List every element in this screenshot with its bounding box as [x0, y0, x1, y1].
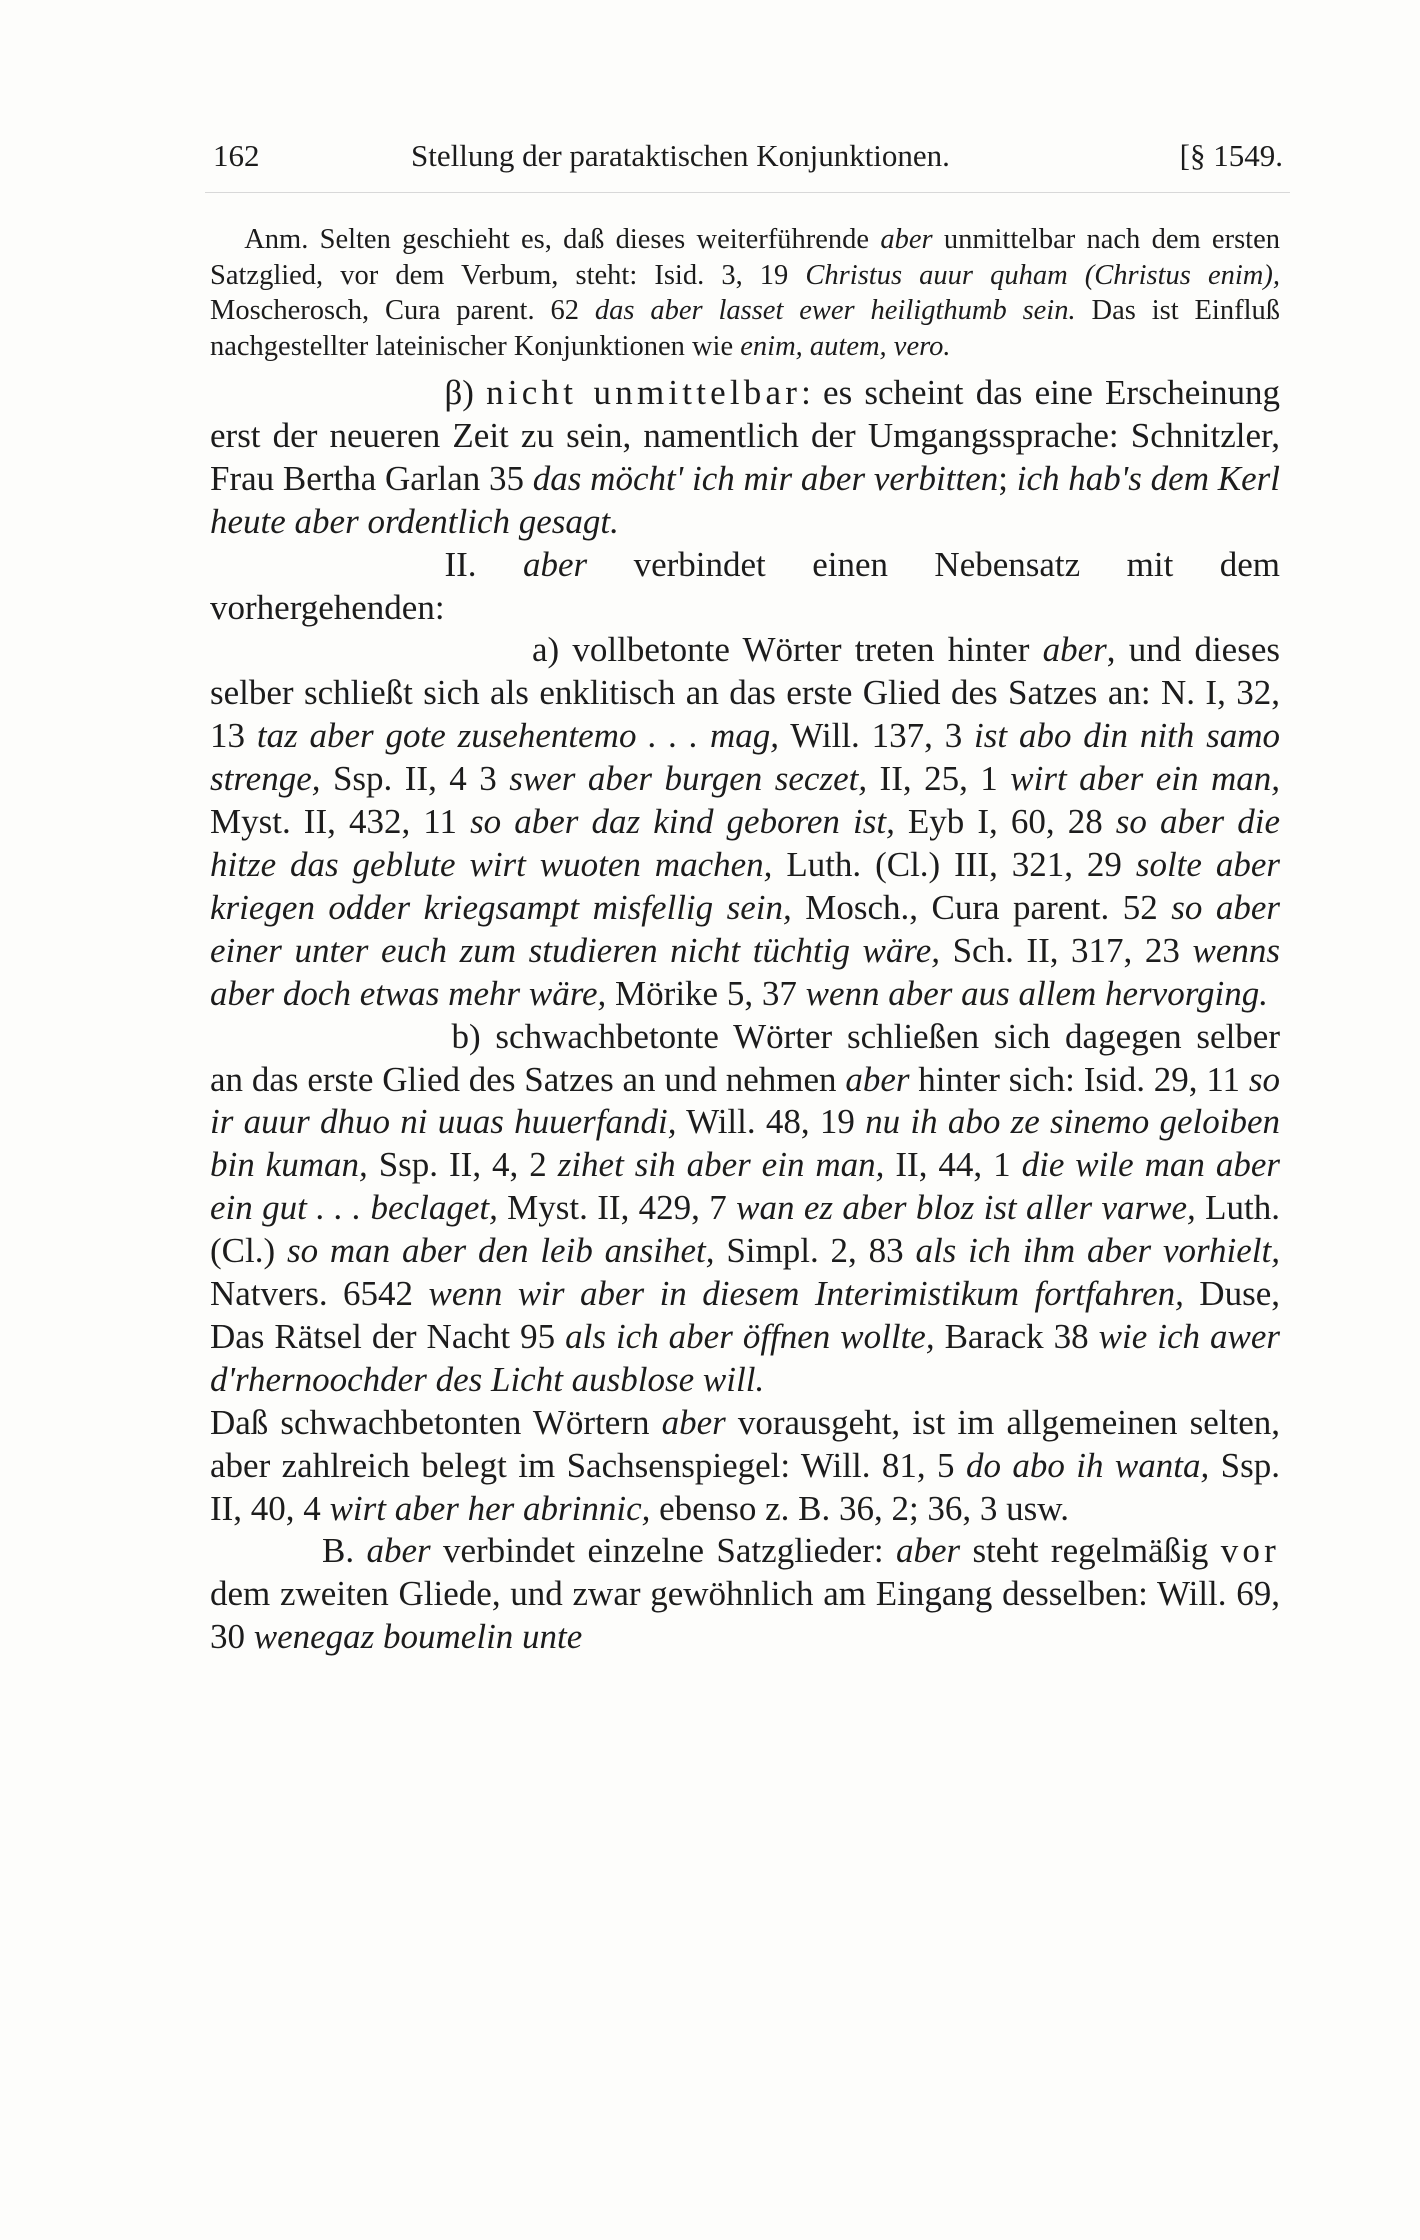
annotation-block: [210, 222, 1280, 364]
section-number: [§ 1549.: [1179, 138, 1283, 173]
paragraph-beta: β) nicht unmittelbar: es scheint das eine Erscheinung erst der neueren Zeit zu sein, namentlich der Umgangssprache: Schnitzler, Frau Bertha Garlan 35 das möcht' ich mir aber verbitten; ich hab's dem Kerl heute aber ordentlich gesagt.: [210, 373, 1281, 541]
paragraph-B: B. aber verbindet einzelne Satzglieder: aber steht regelmäßig vor dem zweiten Gliede, und zwar gewöhnlich am Eingang desselben: Will. 69, 30 wenegaz boumelin unte: [210, 1531, 1280, 1657]
running-title: Stellung der parataktischen Konjunktionen.: [411, 138, 950, 173]
paragraph-a: a) vollbetonte Wörter treten hinter aber, und dieses selber schließt sich als enklitisch an das erste Glied des Satzes an: N. I, 32, 13 taz aber gote zusehentemo . . . mag, Will. 137, 3 ist abo din nith samo strenge, Ssp. II, 4 3 swer aber burgen seczet, II, 25, 1 wirt aber ein man, Myst. II, 432, 11 so aber daz kind geboren ist, Eyb I, 60, 28 so aber die hitze das geblute wirt wuoten machen, Luth. (Cl.) III, 321, 29 solte aber kriegen odder kriegsampt misfellig sein, Mosch., Cura parent. 52 so aber einer unter euch zum studieren nicht tüchtig wäre, Sch. II, 317, 23 wenns aber doch etwas mehr wäre, Mörike 5, 37 wenn aber aus allem hervorging.: [210, 630, 1281, 1013]
running-header: [213, 138, 1283, 182]
main-text: [210, 372, 1280, 1659]
body-text: [210, 222, 1280, 1659]
paragraph-ii: II. aber verbindet einen Nebensatz mit dem vorhergehenden:: [210, 544, 1280, 627]
page-number: 162: [213, 138, 260, 173]
header-rule: [205, 192, 1290, 193]
annotation-paragraph: Anm. Selten geschieht es, daß dieses weiterführende aber unmittelbar nach dem ersten Satzglied, vor dem Verbum, steht: Isid. 3, 19 Christus auur quham (Christus enim), Moscherosch, Cura parent. 62 das aber lasset ewer heiligthumb sein. Das ist Einfluß nachgestellter lateinischer Konjunktionen wie enim, autem, vero.: [210, 224, 1281, 362]
paragraph-b: b) schwachbetonte Wörter schließen sich dagegen selber an das erste Glied des Satzes an und nehmen aber hinter sich: Isid. 29, 11 so ir auur dhuo ni uuas huuerfandi, Will. 48, 19 nu ih abo ze sinemo geloiben bin kuman, Ssp. II, 4, 2 zihet sih aber ein man, II, 44, 1 die wile man aber ein gut . . . beclaget, Myst. II, 429, 7 wan ez aber bloz ist aller varwe, Luth. (Cl.) so man aber den leib ansihet, Simpl. 2, 83 als ich ihm aber vorhielt, Natvers. 6542 wenn wir aber in diesem Interimistikum fortfahren, Duse, Das Rätsel der Nacht 95 als ich aber öffnen wollte, Barack 38 wie ich awer d'rhernoochder des Licht ausblose will.: [210, 1016, 1280, 1399]
paragraph-dass: Daß schwachbetonten Wörtern aber vorausgeht, ist im allgemeinen selten, aber zahlreich belegt im Sachsenspiegel: Will. 81, 5 do abo ih wanta, Ssp. II, 40, 4 wirt aber her abrinnic, ebenso z. B. 36, 2; 36, 3 usw.: [210, 1402, 1280, 1528]
